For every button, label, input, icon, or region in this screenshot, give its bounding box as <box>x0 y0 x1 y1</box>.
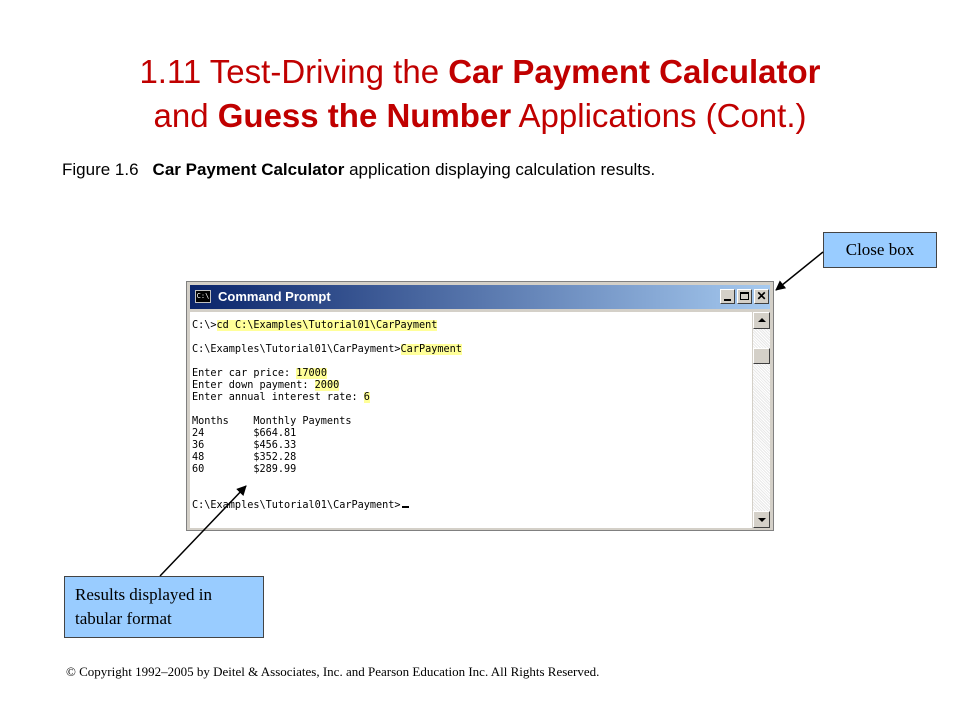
down-payment-value: 2000 <box>314 380 340 391</box>
results-arrow <box>160 486 246 576</box>
table-row: 24 $664.81 <box>192 428 297 439</box>
console-app-icon[interactable]: C:\ <box>195 290 211 303</box>
figure-label: Figure 1.6 <box>62 160 139 179</box>
results-callout-line-1: Results displayed in <box>75 585 212 604</box>
close-icon: ✕ <box>756 289 767 303</box>
close-box-callout: Close box <box>823 232 937 268</box>
caption-bold: Car Payment Calculator <box>152 160 345 179</box>
prompt-2: C:\Examples\Tutorial01\CarPayment> <box>192 344 401 355</box>
interest-rate-label: Enter annual interest rate: <box>192 392 364 403</box>
table-header: Months Monthly Payments <box>192 416 352 427</box>
prompt-1: C:\> <box>192 320 217 331</box>
interest-rate-value: 6 <box>363 392 370 403</box>
title-line-2-suffix: Applications (Cont.) <box>511 97 807 134</box>
table-row: 36 $456.33 <box>192 440 297 451</box>
title-line-2-bold: Guess the Number <box>217 97 512 134</box>
copyright-footer: © Copyright 1992–2005 by Deitel & Associates, Inc. and Pearson Education Inc. All Rights Reserved. <box>66 664 600 679</box>
title-line-1-prefix: 1.11 Test-Driving the <box>139 53 449 90</box>
command-cd: cd C:\Examples\Tutorial01\CarPayment <box>216 320 438 331</box>
table-row: 48 $352.28 <box>192 452 297 463</box>
command-run: CarPayment <box>400 344 462 355</box>
title-line-1-bold: Car Payment Calculator <box>448 53 821 90</box>
title-line-2-prefix: and <box>153 97 218 134</box>
car-price-label: Enter car price: <box>192 368 297 379</box>
results-callout-line-2: tabular format <box>75 609 172 628</box>
window-title: Command Prompt <box>218 289 331 304</box>
caption-rest: application displaying calculation results. <box>344 160 656 179</box>
final-prompt: C:\Examples\Tutorial01\CarPayment> <box>192 500 401 511</box>
close-box-arrow <box>776 252 823 290</box>
down-payment-label: Enter down payment: <box>192 380 315 391</box>
table-row: 60 $289.99 <box>192 464 297 475</box>
car-price-value: 17000 <box>296 368 327 379</box>
